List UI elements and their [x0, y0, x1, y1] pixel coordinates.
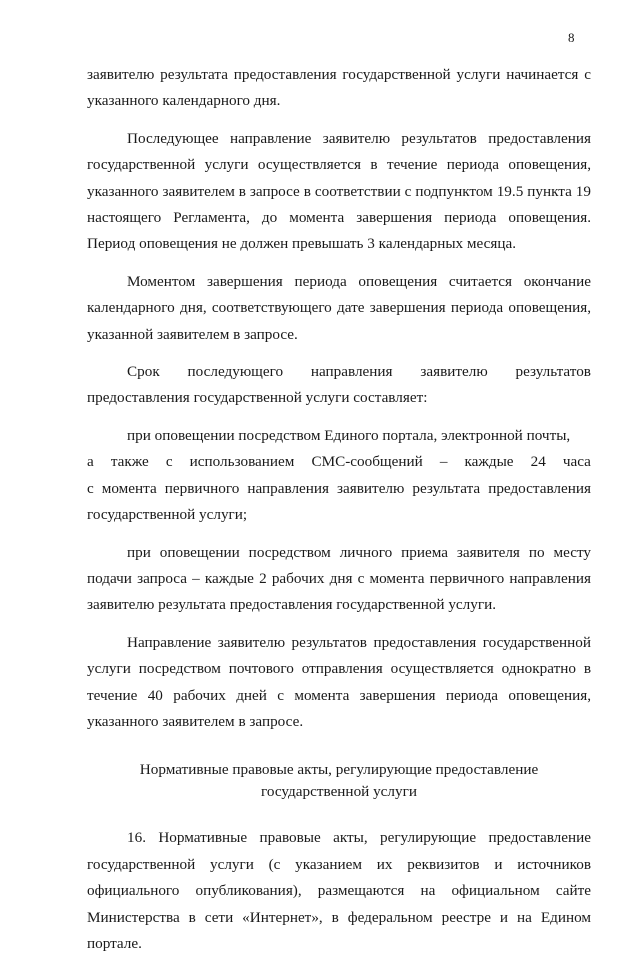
- word: заявителю: [420, 363, 488, 381]
- paragraph-delivery-term: [87, 359, 591, 412]
- paragraph-16-legal-acts: 16. Нормативные правовые акты, регулирующие предоставление государственной услуги (с указанием их реквизитов и источников официального опубликования), размещаются на официальном сайте Министерства в сети «Интернет», в федеральном реестре и на Едином портале.: [87, 829, 591, 952]
- paragraph-subsequent-delivery: Последующее направление заявителю результатов предоставления государственной услуги осуществляется в течение периода оповещения, указанного заявителем в запросе в соответствии с подпунктом 19.5 пункта 19 настоящего Регламента, до момента завершения периода оповещения. Период оповещения не должен превышать 3 календарных месяца.: [87, 129, 591, 253]
- paragraph-period-end: Моментом завершения периода оповещения считается окончание календарного дня, соответствующего дате завершения периода оповещения, указанной заявителем в запросе.: [87, 272, 591, 343]
- word: каждые: [464, 453, 514, 471]
- word: СМС-сообщений: [311, 453, 423, 471]
- word: также: [110, 453, 149, 471]
- word: последующего: [187, 363, 284, 381]
- word: с: [165, 453, 173, 471]
- paragraph-line: при оповещении посредством Единого портала, электронной почты,: [127, 426, 571, 444]
- paragraph-postal-delivery: Направление заявителю результатов предоставления государственной услуги посредством почтового отправления осуществляется однократно в течение 40 рабочих дней с момента завершения периода оповещения, указанного заявителем в запросе.: [87, 633, 591, 730]
- word: использованием: [189, 453, 295, 471]
- word: а: [87, 453, 94, 471]
- word: результатов: [515, 363, 591, 381]
- paragraph-personal-notification: при оповещении посредством личного приема заявителя по месту подачи запроса – каждые 2 рабочих дня с момента первичного направления заявителю результата предоставления государственной услуги.: [87, 543, 591, 614]
- word: часа: [562, 453, 591, 471]
- section-heading: [87, 759, 591, 803]
- word: 24: [530, 453, 546, 471]
- word: Срок: [127, 363, 160, 381]
- page-number: 8: [568, 30, 575, 45]
- paragraph-line: с момента первичного направления заявителю результата предоставления государственной услуги;: [87, 479, 591, 524]
- paragraph-portal-notification: [87, 423, 591, 529]
- section-heading-line-1: Нормативные правовые акты, регулирующие предоставление: [139, 761, 539, 779]
- section-heading-line-2: государственной услуги: [261, 783, 417, 801]
- paragraph-line: предоставления государственной услуги составляет:: [87, 389, 428, 407]
- paragraph-continuation: заявителю результата предоставления государственной услуги начинается с указанного календарного дня.: [87, 66, 591, 110]
- word: направления: [310, 363, 393, 381]
- justified-line: [87, 359, 591, 385]
- word: –: [439, 453, 448, 471]
- document-body: [87, 62, 591, 968]
- justified-line: [87, 449, 591, 475]
